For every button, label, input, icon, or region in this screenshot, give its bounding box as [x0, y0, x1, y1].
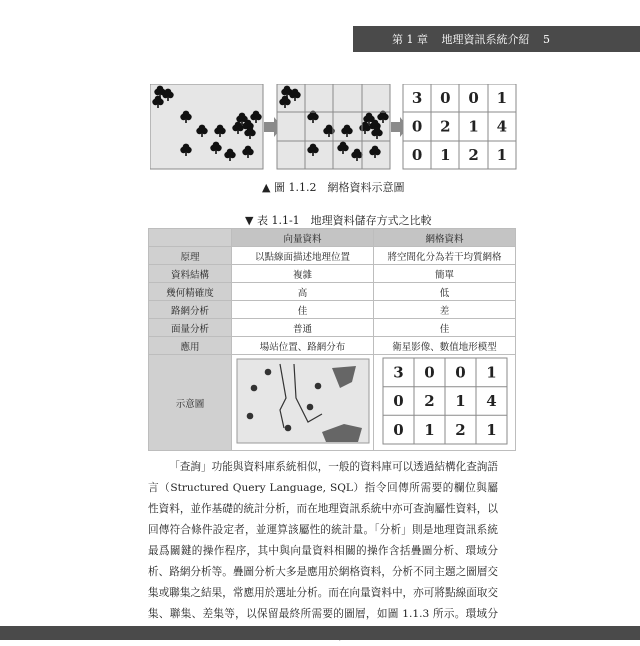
vector-cell: 以點線面描述地理位置: [232, 247, 374, 265]
vector-diagram-cell: [232, 355, 374, 451]
matrix-cell-value: 2: [468, 145, 479, 164]
paragraph: 「查詢」功能與資料庫系統相似，一般的資料庫可以透過結構化查詢語言（Structured Query Language, SQL）指令回傳所需要的欄位與屬性資料，並作基礎的統計分析，而在地理資訊系統中亦可查詢屬性資料，以回傳符合條件設定者，並運算該屬性的統計量。「分析」則是地理資訊系統最爲關鍵的操作程序，其中與向量資料相關的操作含括疊圖分析、環域分析、路網分析等。疊圖分析大多是應用於網格資料，分析不同主題之圖層交集或聯集之結果，常應用於選址分析。而在向量資料中，亦可將點線面取交集、聯集、差集等，以保留最終所需要的圖層，如圖 1.1.3 所示。環域分: [148, 461, 498, 620]
figure-raster-illustration: [150, 84, 520, 170]
matrix-cell-value: 1: [496, 89, 508, 108]
matrix-cell-value: 0: [411, 117, 423, 136]
matrix-cell-value: 1: [440, 145, 451, 164]
chapter-title: 地理資訊系統介紹: [441, 33, 530, 46]
row-label: 原理: [149, 247, 232, 265]
matrix-cell-value: 0: [454, 363, 466, 382]
vector-cell: 高: [232, 283, 374, 301]
matrix-cell-value: 3: [411, 89, 423, 108]
matrix-cell-value: 4: [485, 392, 497, 411]
table-row: [149, 337, 516, 355]
matrix-cell-value: 4: [496, 117, 508, 136]
matrix-cell-value: 0: [392, 392, 404, 411]
row-label: 資料結構: [149, 265, 232, 283]
matrix-cell-value: 0: [468, 89, 479, 108]
table-row: [149, 319, 516, 337]
body-text: [148, 457, 498, 646]
matrix-cell-value: 0: [411, 145, 423, 164]
table-row: [149, 301, 516, 319]
table-row: [149, 283, 516, 301]
raster-matrix: [403, 84, 516, 169]
running-header: [392, 31, 560, 47]
matrix-cell-value: 1: [423, 420, 435, 439]
raster-cell: 佳: [374, 319, 516, 337]
row-label: 幾何精確度: [149, 283, 232, 301]
row-label: 應用: [149, 337, 232, 355]
matrix-cell-value: 2: [423, 392, 435, 411]
matrix-cell-value: 0: [440, 89, 451, 108]
matrix-cell-value: 0: [392, 420, 404, 439]
vector-cell: 複雜: [232, 265, 374, 283]
comparison-table: [148, 228, 516, 451]
chapter-number: 第 1 章: [392, 33, 428, 46]
vector-cell: 場站位置、路網分布: [232, 337, 374, 355]
row-label: 路網分析: [149, 301, 232, 319]
raster-cell: 衛星影像、數值地形模型: [374, 337, 516, 355]
matrix-cell-value: 0: [423, 363, 435, 382]
vector-diagram: [236, 358, 370, 444]
raster-diagram-cell: [374, 355, 516, 451]
figure-caption: ▲ 圖 1.1.2 網格資料示意圖: [262, 181, 405, 194]
raster-matrix-diagram: [382, 357, 508, 445]
matrix-cell-value: 2: [454, 420, 466, 439]
header-raster: 網格資料: [374, 229, 516, 247]
table-row: [149, 247, 516, 265]
matrix-cell-value: 2: [440, 117, 451, 136]
raster-cell: 差: [374, 301, 516, 319]
table-row: [149, 265, 516, 283]
page-footer-bar: [0, 626, 640, 640]
row-label: 面量分析: [149, 319, 232, 337]
header-vector: 向量資料: [232, 229, 374, 247]
matrix-cell-value: 1: [485, 420, 497, 439]
matrix-cell-value: 1: [485, 363, 497, 382]
vector-cell: 佳: [232, 301, 374, 319]
matrix-cell-value: 1: [496, 145, 508, 164]
table-row-diagram: [149, 355, 516, 451]
table-caption: ▼ 表 1.1-1 地理資料儲存方式之比較: [245, 214, 432, 227]
row-label: 示意圖: [149, 355, 232, 451]
matrix-cell-value: 1: [454, 392, 466, 411]
matrix-cell-value: 3: [392, 363, 404, 382]
raster-cell: 將空間化分為若干均質網格: [374, 247, 516, 265]
raster-cell: 低: [374, 283, 516, 301]
vector-cell: 普通: [232, 319, 374, 337]
raster-cell: 簡單: [374, 265, 516, 283]
raster-diagram: [150, 84, 520, 170]
matrix-cell-value: 1: [468, 117, 479, 136]
page-number: 5: [543, 33, 550, 46]
